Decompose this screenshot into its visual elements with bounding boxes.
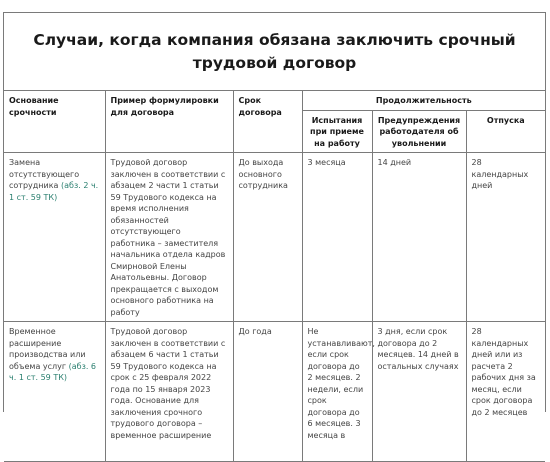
table-title-cell [4,13,545,91]
basis-law-reference: (абз. 6 ч. 1 ст. 59 ТК) [9,361,96,382]
cell-term: До года [233,322,302,462]
cell-vacation: 28 календарных дней или из расчета 2 рабочих дня за месяц, если срок договора до 2 месяцев [466,322,545,462]
header-warning: Предупреждения работодателя об увольнении [372,110,466,153]
cell-warning: 14 дней [372,153,466,322]
basis-text: Замена отсутствующего сотрудника [9,158,80,190]
header-row-1 [4,91,545,110]
cell-example: Трудовой договор заключен в соответствии с абзацем 6 части 1 статьи 59 Трудового кодекса на срок с 25 февраля 2022 года по 15 января 2023 года. Основание для заключения срочного трудового договора – временное расширение [105,322,233,462]
cell-example: Трудовой договор заключен в соответствии с абзацем 2 части 1 статьи 59 Трудового кодекса на время исполнения обязанностей отсутствующего работника – заместителя начальника отдела кадров Смирновой Елены Анатольевны. Договор прекращается с выходом основного работника на работу [105,153,233,322]
cell-warning: 3 дня, если срок договора до 2 месяцев. 14 дней в остальных случаях [372,322,466,462]
table-frame [3,12,546,440]
header-term: Срок договора [233,91,302,153]
cell-term: До выхода основного сотрудника [233,153,302,322]
header-vacation: Отпуска [466,110,545,153]
header-basis: Основание срочности [4,91,105,153]
table-row [4,322,545,462]
table-title: Случаи, когда компания обязана заключить срочный трудовой договор [33,30,516,72]
header-example: Пример формулировки для договора [105,91,233,153]
contract-cases-table [4,91,545,462]
cell-vacation: 28 календарных дней [466,153,545,322]
table-row [4,153,545,322]
basis-law-reference: (абз. 2 ч. 1 ст. 59 ТК) [9,181,99,202]
basis-text: Временное расширение производства или объема услуг [9,327,86,371]
header-duration: Продолжительность [302,91,545,110]
cell-probation: Не устанавливают, если срок договора до 2 месяцев. 2 недели, если срок договора до 6 месяцев. 3 месяца в [302,322,372,462]
header-probation: Испытания при приеме на работу [302,110,372,153]
cell-probation: 3 месяца [302,153,372,322]
cell-basis [4,322,105,462]
cell-basis [4,153,105,322]
